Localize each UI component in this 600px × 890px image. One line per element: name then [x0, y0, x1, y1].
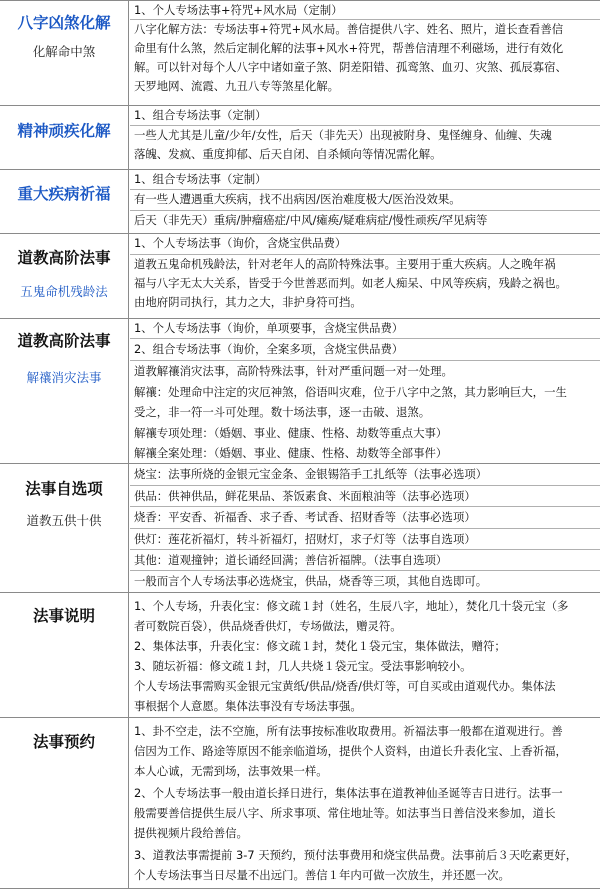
text-line: 有一些人遭遇重大疾病，找不出病因/医治难度极大/医治没效果。 — [134, 192, 461, 206]
service-option — [130, 170, 600, 190]
section-title: 法事预约 — [32, 733, 95, 751]
section-title: 道教高阶法事 — [17, 249, 111, 267]
text-line: 供品：供神供品，鲜花果品、茶饭素食、米面粮油等（法事必选项） — [134, 489, 476, 503]
offering-note — [130, 571, 600, 592]
section-label — [0, 464, 129, 592]
text-line: 解。可以针对每个人八字中诸如童子煞、阴差阳错、孤鸾煞、血刃、灾煞、孤辰寡宿、 — [134, 60, 567, 74]
offering-row — [130, 529, 600, 550]
section-title: 法事自选项 — [25, 480, 103, 498]
text-line: 信因为工作、路途等原因不能亲临道场，提供个人资料，由道长升表化宝、上香祈福， — [134, 744, 567, 758]
section-bazi — [0, 0, 600, 105]
service-description — [130, 361, 600, 464]
text-line: 1、组合专场法事（定制） — [134, 108, 267, 122]
offering-row — [130, 464, 600, 486]
text-line: 后天（非先天）重病/肿瘤癌症/中风/瘫痪/疑难病症/慢性顽疾/罕见病等 — [134, 213, 488, 227]
text-line: 事根据个人意愿。集体法事没有专场法事强。 — [134, 699, 362, 713]
text-line: 道教解禳消灾法事，高阶特殊法事，针对严重问题一对一处理。 — [134, 364, 453, 378]
section-title: 精神顽疾化解 — [17, 122, 111, 140]
text-line: 解禳：处理命中注定的灾厄神煞，俗语叫灾难，位于八字中之煞，其力影响巨大，一生 — [134, 384, 567, 399]
text-line: 解禳全案处理：（婚姻、事业、健康、性格、劫数等全部事件） — [134, 446, 448, 460]
section-label — [0, 106, 129, 169]
text-line: 3、随坛祈福：修文疏１封，几人共烧１袋元宝。受法事影响较小。 — [134, 659, 472, 673]
text-line: 1、组合专场法事（定制） — [134, 172, 267, 186]
service-option — [130, 234, 600, 255]
service-description — [130, 255, 600, 312]
text-line: 1、个人专场，升表化宝：修文疏１封（姓名，生辰八字，地址），焚化几十袋元宝（多 — [134, 599, 569, 613]
service-description — [130, 20, 600, 96]
text-line: 1、个人专场法事（询价，单项要事，含烧宝供品费） — [134, 321, 404, 335]
text-line: 提供视频片段给善信。 — [134, 826, 248, 840]
section-content — [130, 593, 600, 717]
text-line: 般需要善信提供生辰八字、所求事项、常住地址等。如法事当日善信没来参加，道长 — [134, 806, 556, 820]
service-option — [130, 1, 600, 20]
section-content — [130, 319, 600, 463]
text-line: 2、组合专场法事（询价，全案多项，含烧宝供品费） — [134, 342, 404, 356]
section-advanced-wugui — [0, 233, 600, 318]
section-advanced-jierang — [0, 318, 600, 463]
text-line: 由地府阴司执行，其力之大，非护身符可挡。 — [134, 295, 362, 309]
text-line: 天罗地网、流霞、九丑八专等煞星化解。 — [134, 79, 340, 93]
text-line: 命里有什么煞，然后定制化解的法事+风水+符咒，帮善信清理不利磁场，进行有效化 — [134, 41, 564, 55]
section-label — [0, 170, 129, 233]
text-line: 2、集体法事，升表化宝：修文疏１封，焚化１袋元宝，集体做法，赠符； — [134, 639, 506, 653]
text-line: 3、道教法事需提前 3-7 天预约，预付法事费用和烧宝供品费。法事前后３天吃素更好， — [134, 848, 578, 862]
section-title: 重大疾病祈福 — [17, 185, 111, 203]
section-subtitle: 道教五供十供 — [26, 513, 102, 528]
text-line: 个人专场法事需购买金银元宝黄纸/供品/烧香/供灯等，可自买或由道观代办。集体法 — [134, 679, 556, 693]
service-description — [130, 126, 600, 164]
description-paragraph — [130, 593, 600, 636]
booking-paragraph — [130, 843, 600, 885]
section-illness — [0, 169, 600, 233]
text-line: 受之，非一符一斗可处理。数十场法事，逐一击破、退煞。 — [134, 405, 431, 419]
section-title: 法事说明 — [32, 607, 95, 625]
description-paragraph — [130, 676, 600, 716]
section-content — [130, 464, 600, 592]
text-line: 2、个人专场法事一般由道长择日进行，集体法事在道教神仙圣诞等吉日进行。法事一 — [134, 786, 563, 800]
text-line: 解禳专项处理：（婚姻、事业、健康、性格、劫数等重点大事） — [134, 425, 448, 440]
section-title: 道教高阶法事 — [17, 332, 111, 350]
booking-paragraph — [130, 781, 600, 843]
service-description — [130, 190, 600, 211]
section-mental — [0, 105, 600, 169]
section-label — [0, 718, 129, 888]
text-line: 一般而言个人专场法事必选烧宝，供品，烧香等三项，其他自选即可。 — [134, 574, 488, 588]
section-optional-items — [0, 463, 600, 592]
text-line: 者可数院百袋），供品烧香供灯，专场做法，赠灵符。 — [134, 619, 402, 633]
text-line: 烧香：平安香、祈福香、求子香、考试香、招财香等（法事必选项） — [134, 510, 476, 524]
text-line: 本人心诚，无需到场，法事效果一样。 — [134, 764, 328, 778]
section-subtitle: 五鬼命机残龄法 — [20, 284, 108, 299]
section-booking — [0, 717, 600, 889]
section-label — [0, 319, 129, 463]
section-content — [130, 170, 600, 233]
offering-row — [130, 486, 600, 507]
section-content — [130, 718, 600, 888]
text-line: 福与八字无太大关系，皆受于今世善恶而判。如老人痴呆、中风等疾病，残龄之祸也。 — [134, 276, 567, 290]
section-title: 八字凶煞化解 — [17, 14, 111, 32]
service-option — [130, 106, 600, 126]
description-paragraph — [130, 636, 600, 656]
text-line: 1、个人专场法事+符咒+风水局（定制） — [134, 3, 343, 17]
section-content — [130, 1, 600, 105]
section-subtitle: 化解命中煞 — [32, 44, 96, 59]
section-description — [0, 592, 600, 717]
text-line: 道教五鬼命机残龄法，针对老年人的高阶特殊法事。主要用于重大疾病。人之晚年祸 — [134, 257, 556, 271]
service-description — [130, 211, 600, 230]
section-subtitle: 解禳消灾法事 — [26, 370, 102, 385]
text-line: 个人专场法事当日尽量不出远门。善信１年内可做一次放生，并还愿一次。 — [134, 868, 510, 882]
text-line: 其他：道观撞钟；道长诵经回满；善信祈福牌。（法事自选项） — [134, 553, 448, 567]
offering-row — [130, 507, 600, 529]
service-option — [130, 319, 600, 339]
text-line: 1、卦不空走，法不空施，所有法事按标准收取费用。祈福法事一般都在道观进行。善 — [134, 724, 563, 738]
text-line: 烧宝：法事所烧的金银元宝金条、金银锡箔手工扎纸等（法事必选项） — [134, 467, 488, 481]
text-line: 1、个人专场法事（询价，含烧宝供品费） — [134, 236, 347, 250]
text-line: 八字化解方法：专场法事+符咒+风水局。善信提供八字、姓名、照片，道长查看善信 — [134, 22, 564, 36]
section-content — [130, 106, 600, 169]
section-label — [0, 593, 129, 717]
booking-paragraph — [130, 718, 600, 781]
service-option — [130, 339, 600, 361]
text-line: 一些人尤其是儿童/少年/女性，后天（非先天）出现被附身、鬼怪缠身、仙缠、失魂 — [134, 128, 552, 142]
text-line: 落魄、发疯、重度抑郁、后天自闭、自杀倾向等情况需化解。 — [134, 147, 442, 161]
section-content — [130, 234, 600, 318]
section-label — [0, 234, 129, 318]
description-paragraph — [130, 656, 600, 676]
section-label — [0, 1, 129, 105]
text-line: 供灯：莲花祈福灯，转斗祈福灯，招财灯，求子灯等（法事自选项） — [134, 532, 476, 546]
offering-row — [130, 550, 600, 571]
